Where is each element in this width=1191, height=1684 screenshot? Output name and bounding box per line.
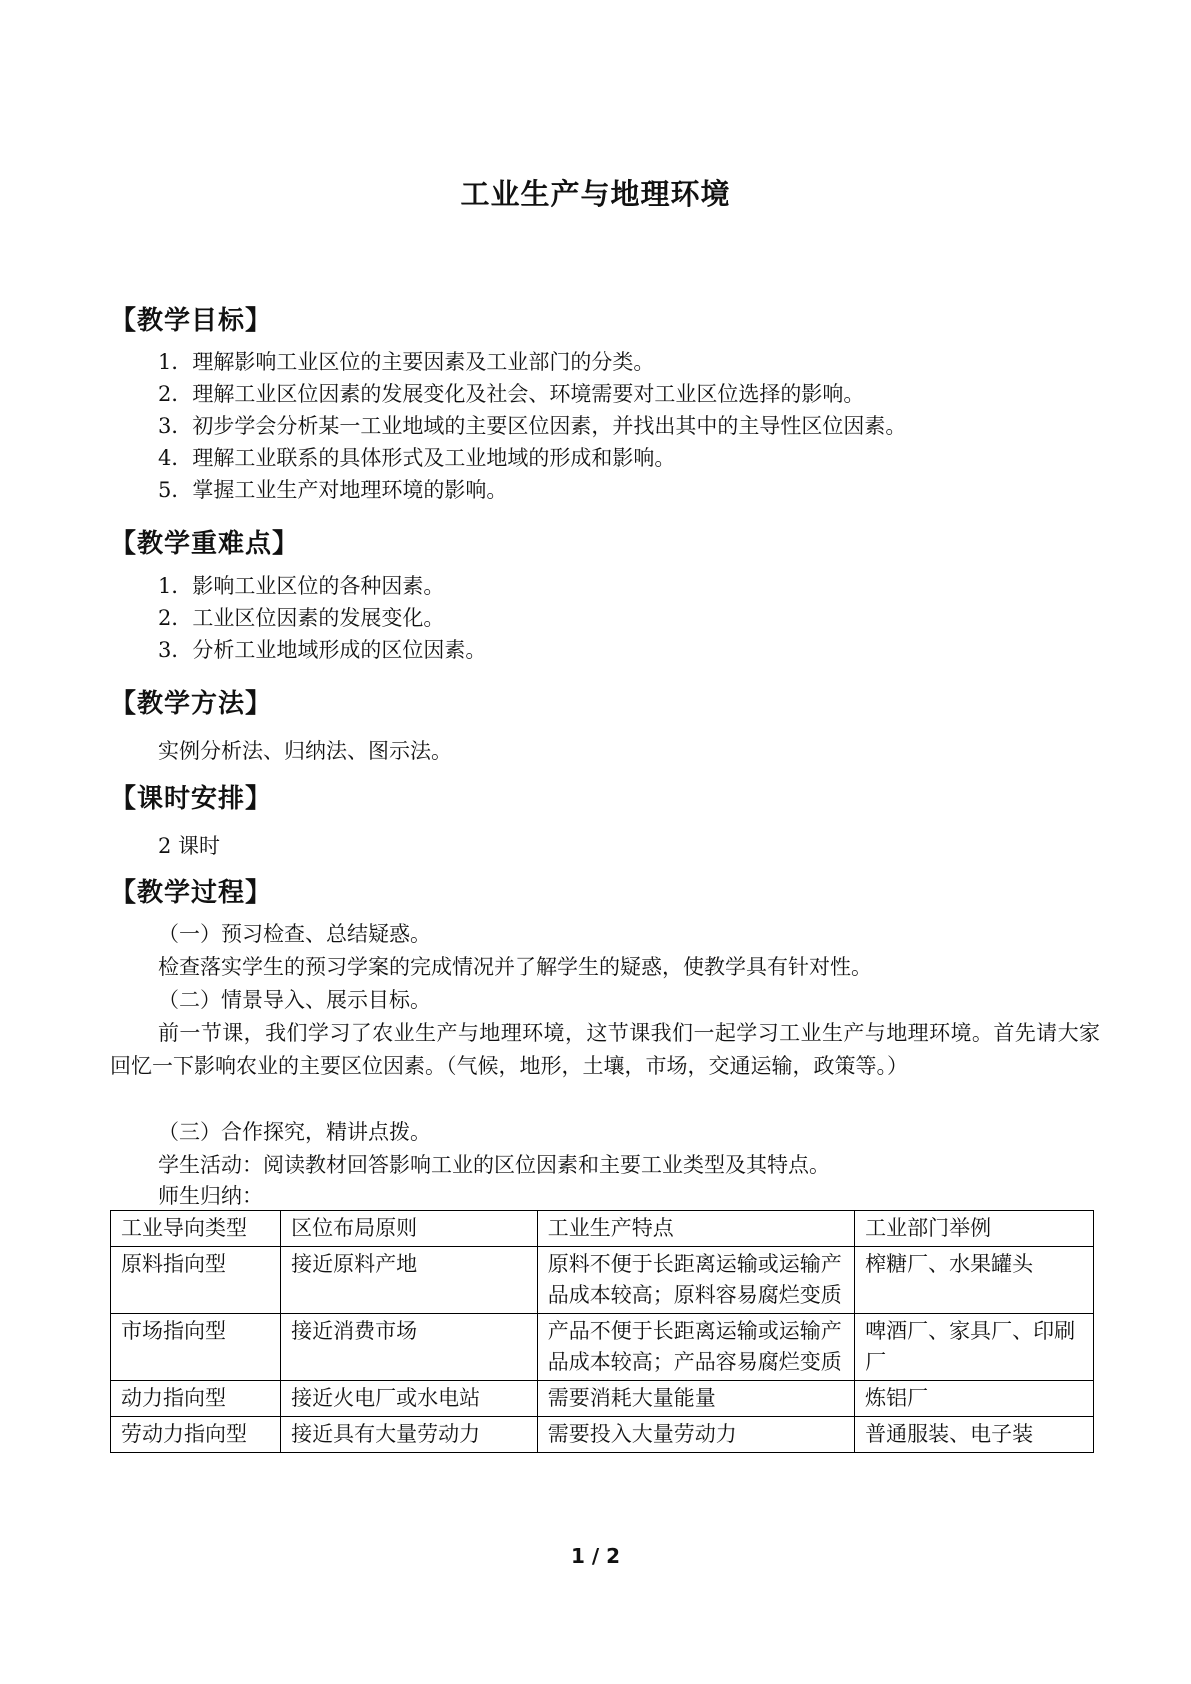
- table-header-row: [111, 1211, 1094, 1247]
- heading-process: 【教学过程】: [110, 878, 273, 908]
- objective-item: 2．理解工业区位因素的发展变化及社会、环境需要对工业区位选择的影响。: [158, 382, 865, 406]
- table-cell: 市场指向型: [111, 1314, 281, 1381]
- page-number: 1 / 2: [570, 1544, 621, 1568]
- table-row: [111, 1381, 1094, 1417]
- table-cell: 需要消耗大量能量: [537, 1381, 854, 1417]
- process-text: 师生归纳：: [158, 1184, 263, 1208]
- objective-item: 3．初步学会分析某一工业地域的主要区位因素，并找出其中的主导性区位因素。: [158, 414, 907, 438]
- industry-type-table: [110, 1210, 1094, 1453]
- table-header-cell: 工业部门举例: [855, 1211, 1094, 1247]
- table-row: [111, 1314, 1094, 1381]
- table-cell: 接近火电厂或水电站: [281, 1381, 538, 1417]
- table-cell: 接近原料产地: [281, 1247, 538, 1314]
- table-cell: 炼铝厂: [855, 1381, 1094, 1417]
- process-text: 学生活动：阅读教材回答影响工业的区位因素和主要工业类型及其特点。: [158, 1153, 830, 1177]
- table-cell: 需要投入大量劳动力: [537, 1417, 854, 1453]
- table-cell: 原料指向型: [111, 1247, 281, 1314]
- table-cell: 原料不便于长距离运输或运输产品成本较高；原料容易腐烂变质: [537, 1247, 854, 1314]
- schedule-text: 2 课时: [158, 834, 221, 858]
- table-cell: 接近具有大量劳动力: [281, 1417, 538, 1453]
- key-point-item: 1．影响工业区位的各种因素。: [158, 574, 445, 598]
- process-step: （三）合作探究，精讲点拨。: [158, 1120, 431, 1144]
- process-text: 前一节课，我们学习了农业生产与地理环境，这节课我们一起学习工业生产与地理环境。首先请大家回忆一下影响农业的主要区位因素。（气候，地形，土壤，市场，交通运输，政策等。）: [110, 1021, 1100, 1078]
- objective-item: 4．理解工业联系的具体形式及工业地域的形成和影响。: [158, 446, 676, 470]
- table-row: [111, 1247, 1094, 1314]
- process-text: 检查落实学生的预习学案的完成情况并了解学生的疑惑，使教学具有针对性。: [158, 955, 872, 979]
- process-step: （一）预习检查、总结疑惑。: [158, 922, 431, 946]
- objective-item: 1．理解影响工业区位的主要因素及工业部门的分类。: [158, 350, 655, 374]
- table-cell: 接近消费市场: [281, 1314, 538, 1381]
- heading-objectives: 【教学目标】: [110, 306, 273, 336]
- table-row: [111, 1417, 1094, 1453]
- key-point-item: 3．分析工业地域形成的区位因素。: [158, 638, 487, 662]
- objective-item: 5．掌握工业生产对地理环境的影响。: [158, 478, 508, 502]
- table-header-cell: 工业导向类型: [111, 1211, 281, 1247]
- methods-text: 实例分析法、归纳法、图示法。: [158, 739, 452, 763]
- table-cell: 产品不便于长距离运输或运输产品成本较高；产品容易腐烂变质: [537, 1314, 854, 1381]
- heading-key-points: 【教学重难点】: [110, 529, 300, 559]
- table-cell: 劳动力指向型: [111, 1417, 281, 1453]
- table-cell: 动力指向型: [111, 1381, 281, 1417]
- table-header-cell: 工业生产特点: [537, 1211, 854, 1247]
- table-cell: 榨糖厂、水果罐头: [855, 1247, 1094, 1314]
- key-point-item: 2．工业区位因素的发展变化。: [158, 606, 445, 630]
- process-step: （二）情景导入、展示目标。: [158, 988, 431, 1012]
- heading-schedule: 【课时安排】: [110, 784, 273, 814]
- table-header-cell: 区位布局原则: [281, 1211, 538, 1247]
- heading-methods: 【教学方法】: [110, 689, 273, 719]
- document-title: 工业生产与地理环境: [460, 177, 731, 211]
- table-cell: 普通服装、电子装: [855, 1417, 1094, 1453]
- table-cell: 啤酒厂、家具厂、印刷厂: [855, 1314, 1094, 1381]
